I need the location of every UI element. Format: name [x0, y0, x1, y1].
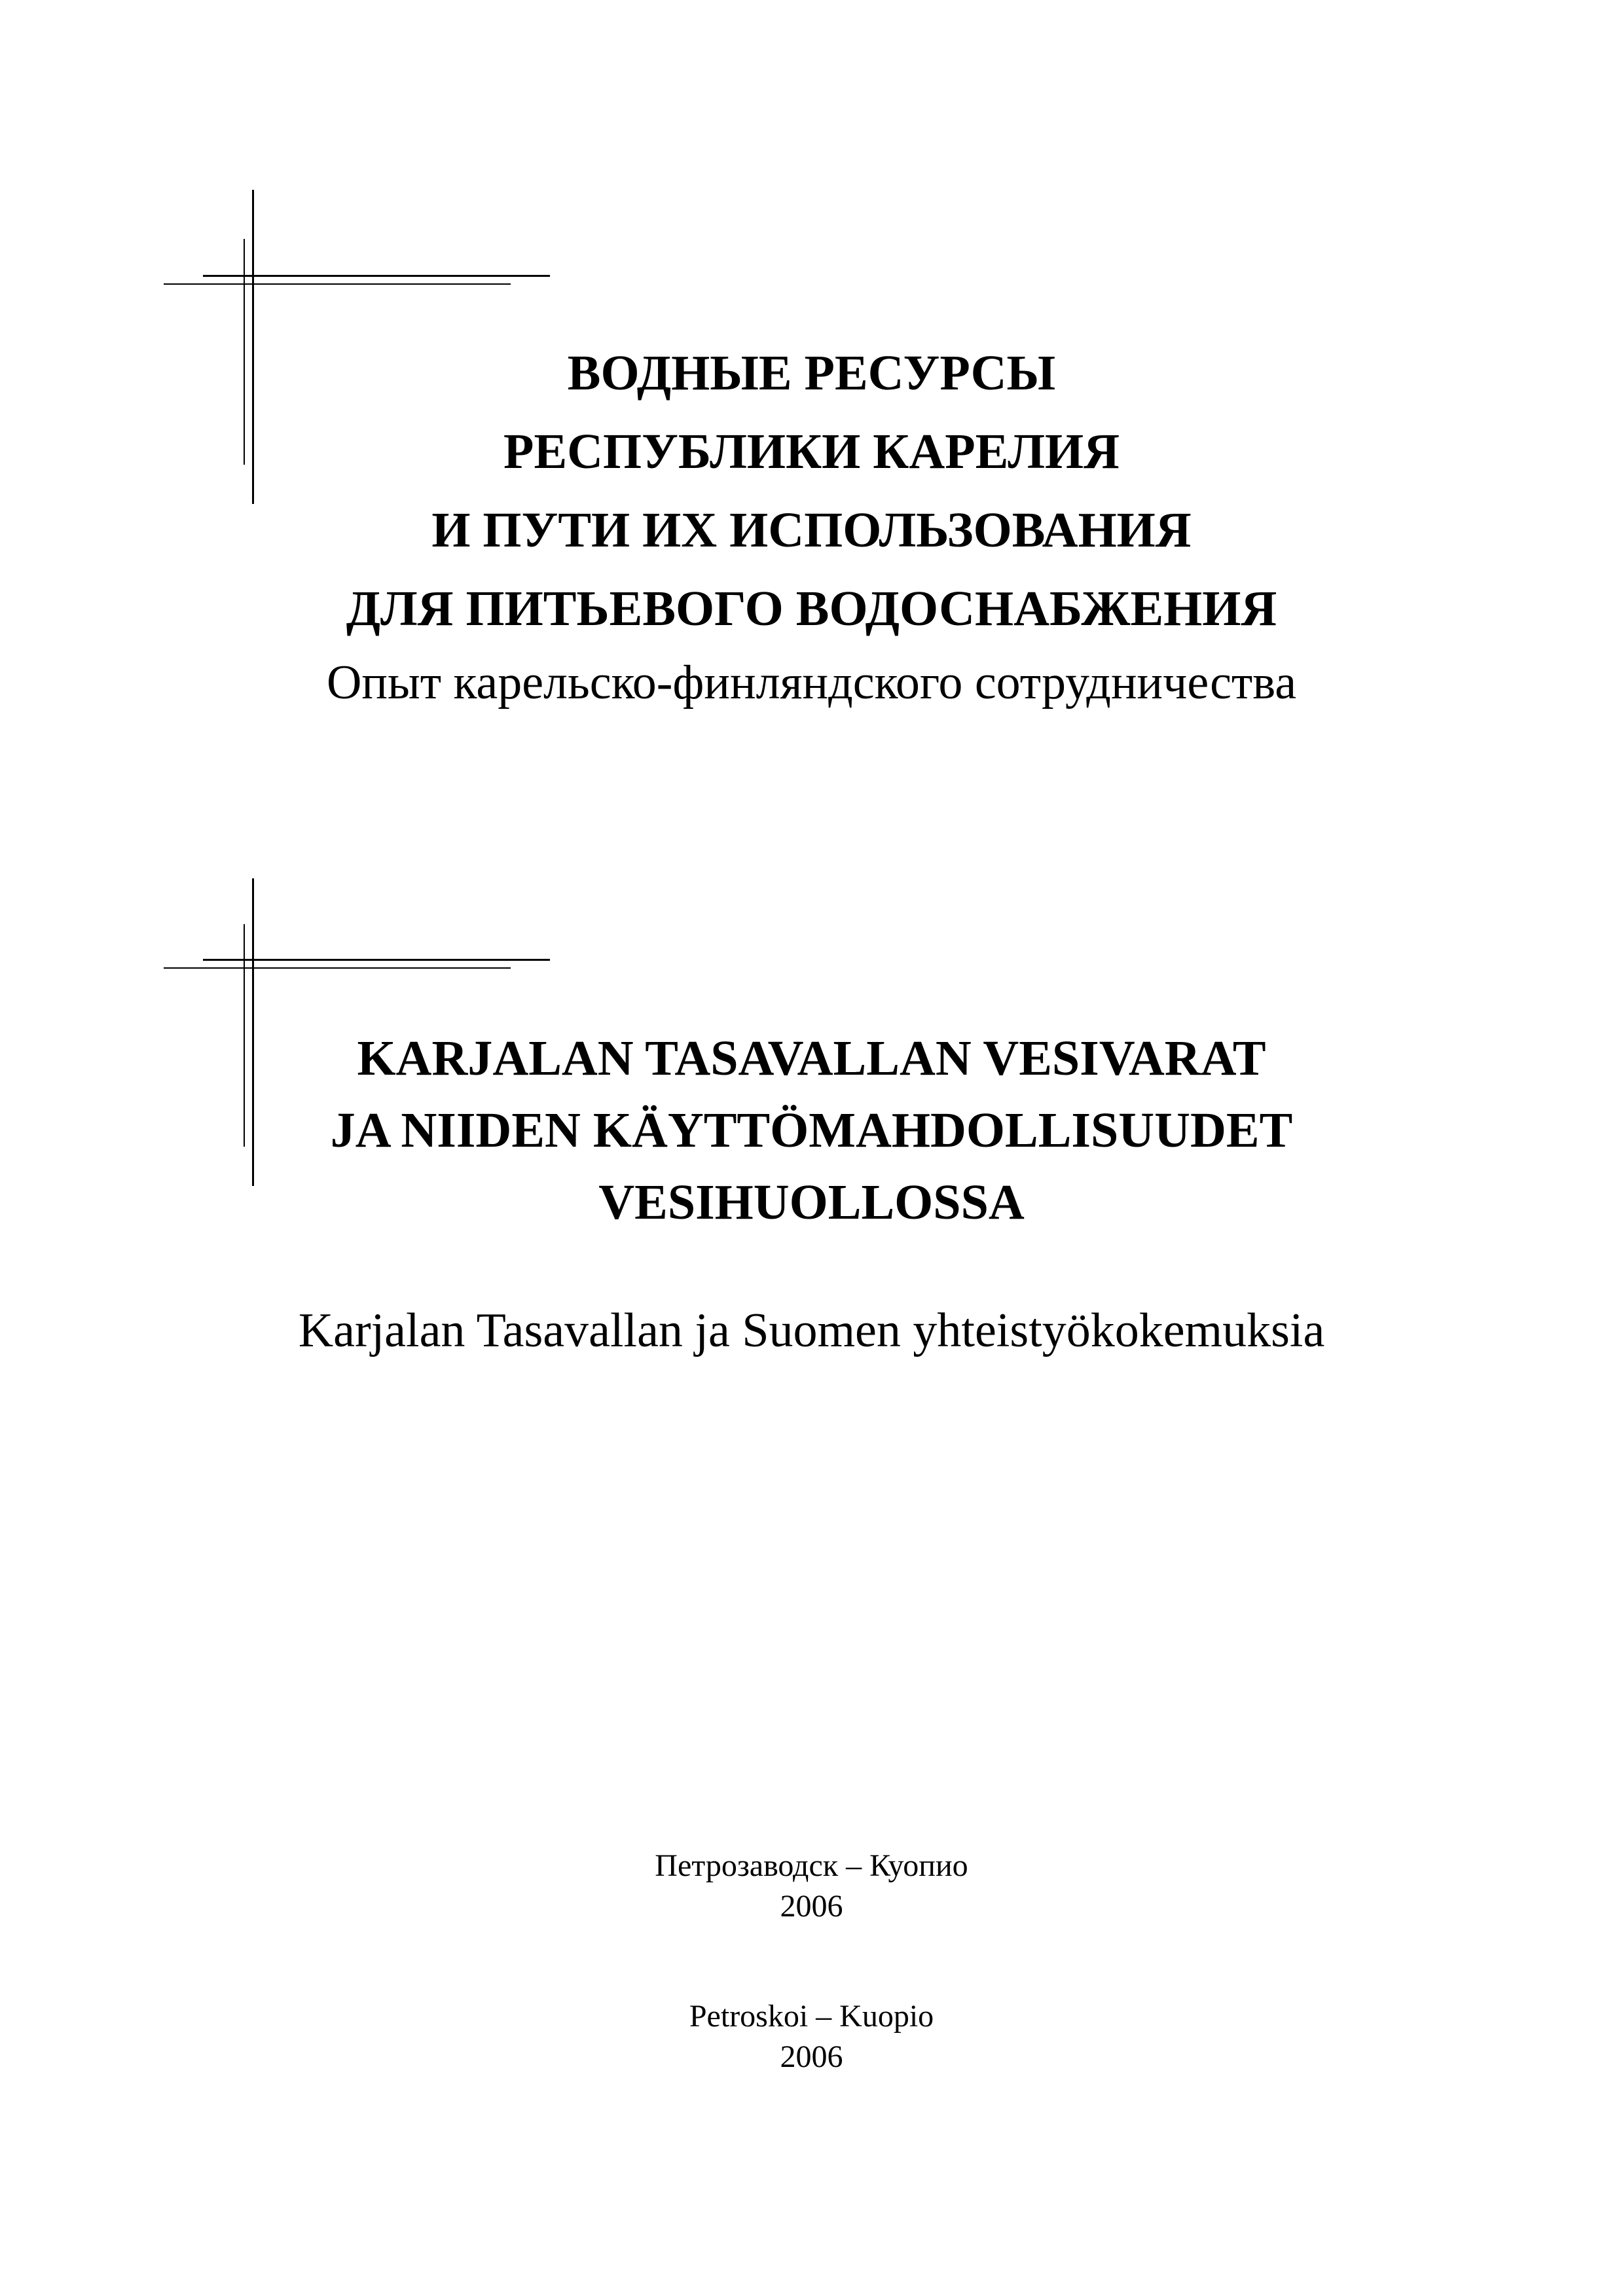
title-line: VESIHUOLLOSSA — [598, 1175, 1025, 1230]
title-line: KARJALAN TASAVALLAN VESIVARAT — [357, 1031, 1266, 1086]
title-line: ДЛЯ ПИТЬЕВОГО ВОДОСНАБЖЕНИЯ — [346, 581, 1277, 636]
finnish-subtitle: Karjalan Tasavallan ja Suomen yhteistyökokemuksia — [298, 1304, 1325, 1357]
title-line: И ПУТИ ИХ ИСПОЛЬЗОВАНИЯ — [431, 503, 1192, 558]
imprint-finnish — [0, 1996, 1623, 2077]
ornament-horizontal-line — [203, 275, 550, 277]
ornament-horizontal-line — [164, 283, 511, 285]
ornament-horizontal-line — [164, 967, 511, 969]
imprint-place: Petroskoi – Kuopio — [689, 1999, 934, 2034]
title-line: ВОДНЫЕ РЕСУРСЫ — [567, 346, 1056, 401]
russian-subtitle: Опыт карельско-финляндского сотрудничества — [326, 656, 1297, 709]
ornament-horizontal-line — [203, 959, 550, 961]
imprint-russian — [0, 1846, 1623, 1927]
russian-title — [0, 334, 1623, 648]
imprint-year: 2006 — [780, 1889, 843, 1924]
title-line: JA NIIDEN KÄYTTÖMAHDOLLISUUDET — [330, 1103, 1293, 1158]
imprint-year: 2006 — [780, 2039, 843, 2074]
imprint-place: Петрозаводск – Куопио — [655, 1848, 968, 1883]
title-line: РЕСПУБЛИКИ КАРЕЛИЯ — [503, 424, 1120, 479]
finnish-title — [0, 1022, 1623, 1238]
